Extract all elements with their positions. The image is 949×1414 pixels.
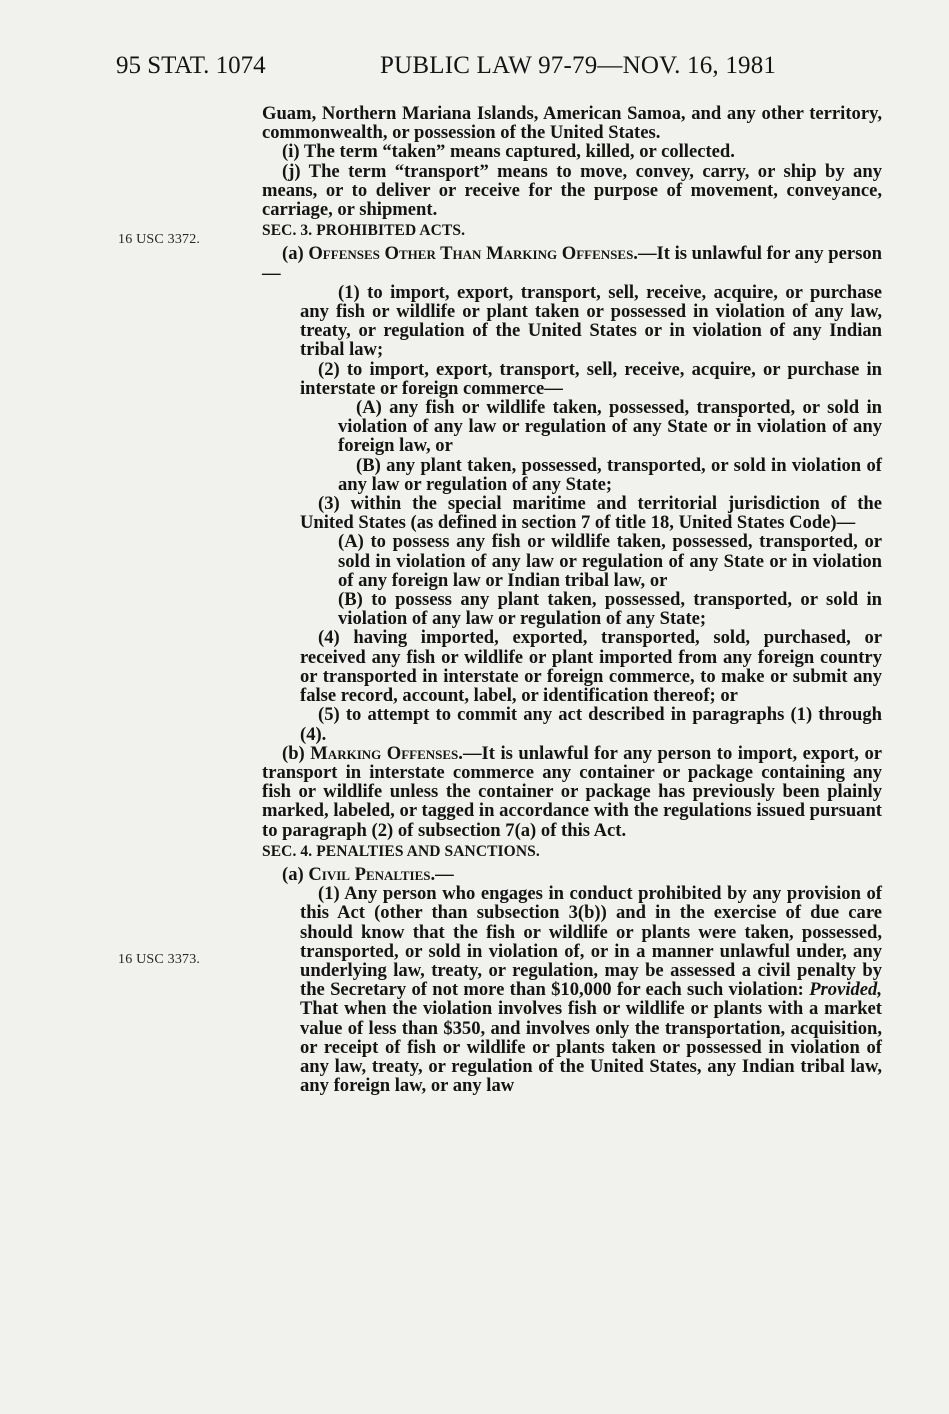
document-body [262,104,882,1095]
subsection-a-text: .—It is unlawful for any person— [262,243,882,284]
subsection-b-text: .—It is unlawful for any person to import, export, or transport in interstate commerce any container or package containing any fish or wildlife unless the container or package has previously been plainly marked, labeled, or tagged in accordance with the regulations issued pursuant to paragraph (2) of subsection 7(a) of this Act. [262,742,882,841]
section-4-subsection-a [262,865,882,884]
margin-note-16-usc-3373: 16 USC 3373. [118,952,201,967]
civil-penalties-text-2: That when the violation involves fish or wildlife or plants with a market value of less than $350, and involves only the transportation, acquisition, or receipt of fish or wildlife or plants taken or possessed in violation of any law, treaty, or regulation of the United States, any Indian tribal law, any foreign law, or any law [300,998,882,1097]
paragraph-a3-B: (B) to possess any plant taken, possessed, transported, or sold in violation of any law or regulation of any State; [338,589,882,630]
civil-penalties-paragraph-1 [262,884,882,1095]
section-3-subsection-b [262,744,882,840]
definition-i-taken: (i) The term “taken” means captured, killed, or collected. [282,141,735,163]
subsection-a-title: Offenses Other Than Marking Offenses [308,243,634,265]
paragraph-a2-A: (A) any fish or wildlife taken, possessed, transported, or sold in violation of any law or regulation of any State or in violation of any foreign law, or [338,397,882,457]
subsection-b-label: (b) [282,742,305,764]
paragraph-a3: (3) within the special maritime and territorial jurisdiction of the United States (as defined in section 7 of title 18, United States Code)— [300,493,882,534]
paragraph-a3-A: (A) to possess any fish or wildlife taken, possessed, transported, or sold in violation of any law or regulation of any State or in violation of any foreign law or Indian tribal law, or [338,531,882,591]
definition-j-transport: (j) The term “transport” means to move, convey, carry, or ship by any means, or to deliver or receive for the purpose of movement, conveyance, carriage, or shipment. [262,160,882,221]
statute-citation: 95 STAT. 1074 [116,52,266,79]
paragraph-a2-B: (B) any plant taken, possessed, transported, or sold in violation of any law or regulation of any State; [338,454,882,495]
paragraph-a4: (4) having imported, exported, transported, sold, purchased, or received any fish or wildlife or plant imported from any foreign country or transported in interstate or foreign commerce, to make or submit any false record, account, label, or identification thereof; or [300,627,882,707]
civil-penalties-label: (a) [282,863,304,885]
provided-italic: Provided, [809,979,882,1001]
section-3-heading: SEC. 3. PROHIBITED ACTS. [262,222,466,240]
civil-penalties-text-1: (1) Any person who engages in conduct prohibited by any provision of this Act (other than subsection 3(b)) and in the exercise of due care should know that the fish or wildlife or plants were taken, possessed, transported, or sold in violation of, or in a manner unlawful under, any underlying law, treaty, or regulation, may be assessed a civil penalty by the Secretary of not more than $10,000 for each such violation: [300,883,882,1001]
public-law-citation: PUBLIC LAW 97-79—NOV. 16, 1981 [380,52,777,79]
margin-note-16-usc-3372: 16 USC 3372. [118,232,201,247]
page-header [116,52,886,88]
paragraph-a1-text: (1) to import, export, transport, sell, receive, acquire, or purchase any fish or wildlife or plant taken or possessed in violation of any law, treaty, or regulation of the United States or in violation of any Indian tribal law; [300,281,882,361]
paragraph-a1 [262,283,882,360]
civil-penalties-dash: .— [430,863,454,885]
paragraph-a2: (2) to import, export, transport, sell, receive, acquire, or purchase in interstate or foreign commerce— [300,358,882,399]
subsection-b-title: Marking Offenses [310,742,459,764]
paragraph-a5: (5) to attempt to commit any act described in paragraphs (1) through (4). [300,704,882,745]
paragraph-guam: Guam, Northern Mariana Islands, American Samoa, and any other territory, commonwealth, or possession of the United States. [262,103,882,144]
section-4-heading: SEC. 4. PENALTIES AND SANCTIONS. [262,842,540,860]
section-3-subsection-a [262,244,882,282]
subsection-a-label: (a) [282,243,304,265]
civil-penalties-title: Civil Penalties [308,863,431,885]
